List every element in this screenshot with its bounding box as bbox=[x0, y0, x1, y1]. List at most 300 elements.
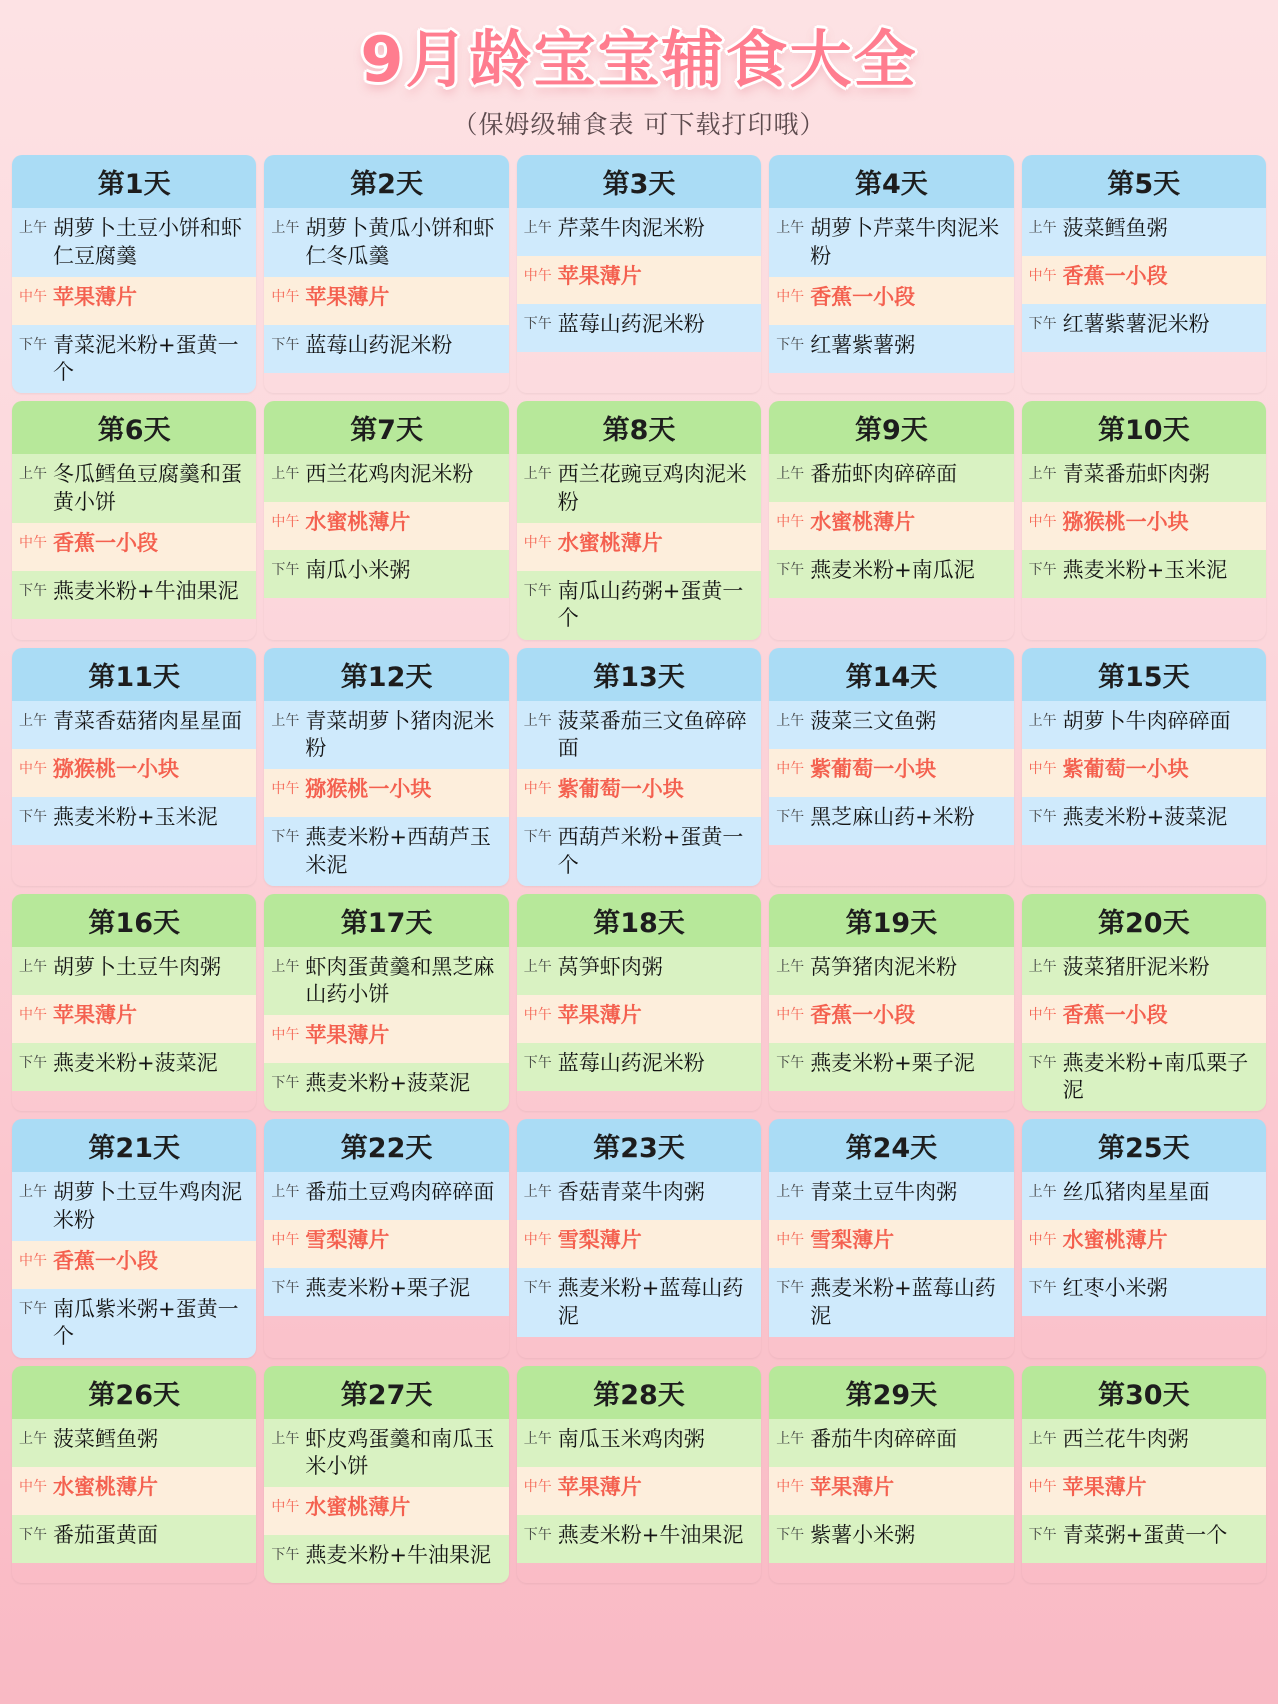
meal-noon bbox=[517, 256, 761, 304]
meal-morning-text: 胡萝卜土豆小饼和虾仁豆腐羹 bbox=[53, 216, 242, 268]
meal-noon-label: 中午 bbox=[1028, 1478, 1057, 1495]
meal-noon-text: 紫葡萄一小块 bbox=[810, 756, 937, 781]
meal-noon bbox=[1022, 749, 1266, 797]
meal-noon-text: 水蜜桃薄片 bbox=[1062, 1228, 1168, 1253]
day-card bbox=[12, 401, 256, 639]
meal-afternoon-label: 下午 bbox=[1028, 316, 1057, 333]
meal-morning bbox=[769, 208, 1013, 277]
meal-afternoon-text: 青菜粥+蛋黄一个 bbox=[1062, 1522, 1228, 1547]
meal-afternoon-text: 燕麦米粉+蓝莓山药泥 bbox=[810, 1276, 996, 1328]
meal-afternoon bbox=[264, 1063, 508, 1111]
day-card bbox=[517, 401, 761, 639]
meal-morning-text: 胡萝卜土豆牛肉粥 bbox=[53, 954, 221, 979]
meal-afternoon-text: 红枣小米粥 bbox=[1062, 1276, 1168, 1301]
day-card bbox=[1022, 894, 1266, 1112]
day-title: 第6天 bbox=[12, 401, 256, 454]
meal-noon-label: 中午 bbox=[1028, 514, 1057, 531]
meal-afternoon-text: 燕麦米粉+牛油果泥 bbox=[305, 1543, 491, 1568]
day-title: 第13天 bbox=[517, 648, 761, 701]
day-title: 第8天 bbox=[517, 401, 761, 454]
meal-morning bbox=[12, 1419, 256, 1467]
meal-noon-text: 苹果薄片 bbox=[557, 1002, 642, 1027]
meal-noon-label: 中午 bbox=[1028, 760, 1057, 777]
day-card bbox=[1022, 648, 1266, 886]
meal-afternoon-text: 南瓜紫米粥+蛋黄一个 bbox=[53, 1297, 239, 1349]
meal-afternoon-label: 下午 bbox=[19, 336, 47, 353]
meal-afternoon-label: 下午 bbox=[776, 808, 805, 825]
meal-noon bbox=[12, 1241, 256, 1289]
day-title: 第10天 bbox=[1022, 401, 1266, 454]
meal-afternoon bbox=[12, 1289, 256, 1358]
meal-afternoon-text: 燕麦米粉+菠菜泥 bbox=[305, 1071, 470, 1096]
day-card-grid bbox=[12, 151, 1266, 1583]
meal-afternoon-label: 下午 bbox=[19, 1526, 47, 1543]
meal-morning bbox=[769, 1172, 1013, 1220]
day-title: 第20天 bbox=[1022, 894, 1266, 947]
meal-morning-label: 上午 bbox=[523, 712, 552, 729]
day-card bbox=[264, 401, 508, 639]
meal-afternoon-text: 燕麦米粉+牛油果泥 bbox=[557, 1522, 744, 1547]
meal-afternoon-label: 下午 bbox=[776, 336, 805, 353]
day-title: 第29天 bbox=[769, 1366, 1013, 1419]
meal-morning-label: 上午 bbox=[19, 466, 47, 483]
meal-afternoon bbox=[264, 325, 508, 373]
meal-afternoon-label: 下午 bbox=[271, 562, 300, 579]
meal-noon-text: 水蜜桃薄片 bbox=[557, 531, 663, 556]
meal-afternoon-text: 燕麦米粉+南瓜泥 bbox=[810, 558, 975, 583]
day-card bbox=[769, 155, 1013, 393]
meal-morning-text: 胡萝卜黄瓜小饼和虾仁冬瓜羹 bbox=[305, 216, 495, 268]
meal-morning-label: 上午 bbox=[1028, 1184, 1057, 1201]
meal-noon bbox=[1022, 995, 1266, 1043]
day-title: 第14天 bbox=[769, 648, 1013, 701]
meal-noon-text: 苹果薄片 bbox=[53, 1002, 137, 1027]
day-title: 第12天 bbox=[264, 648, 508, 701]
meal-morning-text: 西兰花牛肉粥 bbox=[1062, 1426, 1189, 1451]
meal-morning-text: 菠菜猪肝泥米粉 bbox=[1062, 954, 1210, 979]
meal-noon-text: 雪梨薄片 bbox=[557, 1228, 642, 1253]
day-card bbox=[264, 1366, 508, 1584]
meal-afternoon-label: 下午 bbox=[271, 829, 300, 846]
day-card bbox=[264, 155, 508, 393]
meal-noon-label: 中午 bbox=[776, 288, 805, 305]
meal-morning-label: 上午 bbox=[271, 466, 300, 483]
meal-morning-label: 上午 bbox=[271, 1184, 300, 1201]
day-card bbox=[517, 1119, 761, 1357]
meal-afternoon bbox=[1022, 304, 1266, 352]
meal-noon bbox=[1022, 502, 1266, 550]
day-title: 第28天 bbox=[517, 1366, 761, 1419]
day-card bbox=[1022, 1119, 1266, 1357]
meal-afternoon-text: 燕麦米粉+西葫芦玉米泥 bbox=[305, 825, 491, 877]
meal-morning-label: 上午 bbox=[19, 1430, 47, 1447]
meal-morning-text: 香菇青菜牛肉粥 bbox=[557, 1180, 705, 1205]
meal-morning bbox=[264, 947, 508, 1016]
meal-noon-label: 中午 bbox=[19, 535, 47, 552]
meal-morning-label: 上午 bbox=[776, 958, 805, 975]
day-card bbox=[769, 1366, 1013, 1584]
meal-noon bbox=[769, 502, 1013, 550]
meal-morning-text: 菠菜三文鱼粥 bbox=[810, 708, 937, 733]
meal-noon bbox=[769, 277, 1013, 325]
meal-afternoon-label: 下午 bbox=[271, 1280, 300, 1297]
meal-morning bbox=[1022, 208, 1266, 256]
meal-morning-text: 青菜番茄虾肉粥 bbox=[1062, 462, 1210, 487]
meal-afternoon-text: 南瓜山药粥+蛋黄一个 bbox=[557, 579, 744, 631]
meal-afternoon-text: 蓝莓山药泥米粉 bbox=[305, 332, 453, 357]
meal-afternoon bbox=[769, 1268, 1013, 1337]
meal-afternoon-label: 下午 bbox=[19, 1301, 47, 1318]
meal-afternoon-text: 燕麦米粉+菠菜泥 bbox=[1062, 804, 1228, 829]
meal-morning-text: 番茄土豆鸡肉碎碎面 bbox=[305, 1180, 495, 1205]
day-card bbox=[12, 1366, 256, 1584]
day-card bbox=[12, 648, 256, 886]
meal-morning-text: 冬瓜鳕鱼豆腐羹和蛋黄小饼 bbox=[53, 462, 242, 514]
meal-afternoon bbox=[12, 797, 256, 845]
meal-morning bbox=[1022, 1172, 1266, 1220]
day-title: 第15天 bbox=[1022, 648, 1266, 701]
meal-afternoon-label: 下午 bbox=[19, 583, 47, 600]
meal-afternoon bbox=[12, 1515, 256, 1563]
meal-afternoon-text: 燕麦米粉+玉米泥 bbox=[53, 804, 218, 829]
meal-morning-label: 上午 bbox=[19, 712, 47, 729]
meal-noon-label: 中午 bbox=[523, 268, 552, 285]
meal-afternoon bbox=[1022, 550, 1266, 598]
meal-morning-label: 上午 bbox=[523, 1430, 552, 1447]
meal-noon bbox=[264, 769, 508, 817]
meal-morning-text: 丝瓜猪肉星星面 bbox=[1062, 1180, 1210, 1205]
meal-noon-label: 中午 bbox=[19, 1006, 47, 1023]
meal-morning-label: 上午 bbox=[19, 1184, 47, 1201]
meal-noon-text: 水蜜桃薄片 bbox=[53, 1474, 158, 1499]
meal-afternoon bbox=[517, 1043, 761, 1091]
day-card bbox=[517, 1366, 761, 1584]
meal-morning bbox=[769, 454, 1013, 502]
day-card bbox=[12, 894, 256, 1112]
meal-afternoon bbox=[769, 1515, 1013, 1563]
meal-morning-text: 菠菜鳕鱼粥 bbox=[53, 1426, 158, 1451]
meal-noon-text: 水蜜桃薄片 bbox=[305, 510, 411, 535]
meal-afternoon-text: 燕麦米粉+栗子泥 bbox=[305, 1276, 470, 1301]
meal-morning bbox=[264, 1419, 508, 1488]
meal-noon-label: 中午 bbox=[776, 1232, 805, 1249]
meal-afternoon-text: 红薯紫薯泥米粉 bbox=[1062, 312, 1210, 337]
meal-afternoon-label: 下午 bbox=[776, 562, 805, 579]
day-card bbox=[769, 1119, 1013, 1357]
meal-noon bbox=[769, 749, 1013, 797]
meal-noon-text: 苹果薄片 bbox=[305, 284, 390, 309]
meal-noon bbox=[517, 1220, 761, 1268]
page-title: 9月龄宝宝辅食大全 bbox=[360, 23, 918, 96]
day-title: 第1天 bbox=[12, 155, 256, 208]
meal-noon bbox=[264, 502, 508, 550]
meal-morning-label: 上午 bbox=[1028, 1430, 1057, 1447]
meal-afternoon-text: 燕麦米粉+南瓜栗子泥 bbox=[1062, 1050, 1249, 1103]
meal-afternoon-label: 下午 bbox=[776, 1280, 805, 1297]
meal-afternoon-label: 下午 bbox=[523, 829, 552, 846]
meal-noon-label: 中午 bbox=[19, 1253, 47, 1270]
day-card bbox=[12, 1119, 256, 1357]
meal-afternoon-text: 燕麦米粉+栗子泥 bbox=[810, 1050, 975, 1075]
meal-noon-text: 香蕉一小段 bbox=[1062, 264, 1168, 289]
meal-afternoon-text: 紫薯小米粥 bbox=[810, 1522, 916, 1547]
day-title: 第19天 bbox=[769, 894, 1013, 947]
meal-noon-label: 中午 bbox=[776, 514, 805, 531]
meal-morning-label: 上午 bbox=[523, 220, 552, 237]
meal-afternoon-label: 下午 bbox=[776, 1526, 805, 1543]
page-header bbox=[12, 10, 1266, 151]
day-title: 第30天 bbox=[1022, 1366, 1266, 1419]
meal-morning bbox=[1022, 947, 1266, 995]
meal-afternoon-label: 下午 bbox=[271, 1547, 300, 1564]
meal-morning-label: 上午 bbox=[776, 466, 805, 483]
meal-noon bbox=[1022, 1467, 1266, 1515]
meal-noon bbox=[517, 769, 761, 817]
meal-afternoon-label: 下午 bbox=[1028, 1054, 1057, 1071]
meal-morning bbox=[12, 947, 256, 995]
meal-morning-label: 上午 bbox=[523, 466, 552, 483]
meal-noon bbox=[12, 749, 256, 797]
day-card bbox=[1022, 155, 1266, 393]
meal-noon-label: 中午 bbox=[523, 1478, 552, 1495]
meal-noon-text: 苹果薄片 bbox=[1062, 1474, 1147, 1499]
meal-noon bbox=[1022, 256, 1266, 304]
meal-morning-text: 南瓜玉米鸡肉粥 bbox=[557, 1426, 705, 1451]
meal-afternoon bbox=[517, 1515, 761, 1563]
meal-morning-label: 上午 bbox=[271, 1430, 300, 1447]
meal-noon-text: 水蜜桃薄片 bbox=[305, 1495, 411, 1520]
meal-noon-label: 中午 bbox=[271, 514, 300, 531]
meal-morning-label: 上午 bbox=[271, 712, 300, 729]
meal-morning-label: 上午 bbox=[19, 220, 47, 237]
meal-morning bbox=[264, 701, 508, 770]
meal-morning-text: 虾肉蛋黄羹和黑芝麻山药小饼 bbox=[305, 954, 495, 1007]
meal-morning-text: 菠菜番茄三文鱼碎碎面 bbox=[557, 708, 747, 760]
meal-noon-label: 中午 bbox=[523, 1232, 552, 1249]
meal-afternoon-text: 蓝莓山药泥米粉 bbox=[557, 1050, 705, 1075]
meal-noon bbox=[264, 277, 508, 325]
meal-morning-text: 青菜香菇猪肉星星面 bbox=[53, 708, 242, 733]
meal-afternoon bbox=[264, 1535, 508, 1583]
day-title: 第9天 bbox=[769, 401, 1013, 454]
meal-afternoon-label: 下午 bbox=[776, 1054, 805, 1071]
day-title: 第5天 bbox=[1022, 155, 1266, 208]
meal-afternoon-label: 下午 bbox=[271, 336, 300, 353]
meal-morning bbox=[264, 1172, 508, 1220]
meal-noon-text: 香蕉一小段 bbox=[810, 1002, 916, 1027]
meal-noon bbox=[517, 523, 761, 571]
meal-afternoon bbox=[769, 797, 1013, 845]
meal-noon-label: 中午 bbox=[523, 535, 552, 552]
meal-afternoon-label: 下午 bbox=[523, 583, 552, 600]
meal-noon bbox=[1022, 1220, 1266, 1268]
meal-morning-text: 番茄牛肉碎碎面 bbox=[810, 1426, 958, 1451]
meal-afternoon-label: 下午 bbox=[1028, 1526, 1057, 1543]
meal-morning-text: 胡萝卜牛肉碎碎面 bbox=[1062, 708, 1231, 733]
meal-afternoon-text: 燕麦米粉+菠菜泥 bbox=[53, 1050, 218, 1075]
meal-afternoon-text: 燕麦米粉+牛油果泥 bbox=[53, 579, 239, 604]
day-title: 第11天 bbox=[12, 648, 256, 701]
day-card bbox=[1022, 1366, 1266, 1584]
meal-morning bbox=[517, 947, 761, 995]
meal-noon-text: 雪梨薄片 bbox=[810, 1228, 895, 1253]
meal-afternoon-label: 下午 bbox=[523, 1280, 552, 1297]
meal-afternoon bbox=[12, 1043, 256, 1091]
meal-noon-label: 中午 bbox=[523, 781, 552, 798]
meal-afternoon-text: 番茄蛋黄面 bbox=[53, 1522, 158, 1547]
meal-morning-text: 莴笋虾肉粥 bbox=[557, 954, 663, 979]
meal-morning-label: 上午 bbox=[776, 220, 805, 237]
meal-morning bbox=[517, 208, 761, 256]
meal-noon-text: 香蕉一小段 bbox=[53, 531, 158, 556]
meal-noon-text: 紫葡萄一小块 bbox=[1062, 756, 1189, 781]
day-title: 第21天 bbox=[12, 1119, 256, 1172]
meal-noon-label: 中午 bbox=[271, 781, 300, 798]
meal-morning-label: 上午 bbox=[19, 958, 47, 975]
meal-morning-text: 番茄虾肉碎碎面 bbox=[810, 462, 958, 487]
meal-noon-text: 香蕉一小段 bbox=[810, 284, 916, 309]
meal-morning-label: 上午 bbox=[776, 1184, 805, 1201]
day-card bbox=[769, 401, 1013, 639]
meal-afternoon-text: 蓝莓山药泥米粉 bbox=[557, 312, 705, 337]
page-subtitle: （保姆级辅食表 可下载打印哦） bbox=[452, 110, 826, 140]
day-title: 第22天 bbox=[264, 1119, 508, 1172]
meal-afternoon bbox=[12, 571, 256, 619]
meal-morning-text: 芹菜牛肉泥米粉 bbox=[557, 216, 705, 241]
meal-noon bbox=[12, 1467, 256, 1515]
day-title: 第23天 bbox=[517, 1119, 761, 1172]
meal-afternoon-text: 南瓜小米粥 bbox=[305, 558, 411, 583]
meal-afternoon-text: 燕麦米粉+玉米泥 bbox=[1062, 558, 1228, 583]
meal-noon bbox=[264, 1220, 508, 1268]
meal-afternoon bbox=[769, 325, 1013, 373]
meal-noon bbox=[12, 995, 256, 1043]
meal-noon-label: 中午 bbox=[1028, 1232, 1057, 1249]
meal-noon-text: 水蜜桃薄片 bbox=[810, 510, 916, 535]
meal-noon bbox=[12, 277, 256, 325]
meal-noon bbox=[769, 995, 1013, 1043]
meal-afternoon-text: 黑芝麻山药+米粉 bbox=[810, 804, 975, 829]
meal-afternoon-label: 下午 bbox=[19, 1054, 47, 1071]
meal-morning-text: 胡萝卜芹菜牛肉泥米粉 bbox=[810, 216, 1000, 268]
meal-noon-label: 中午 bbox=[271, 1499, 300, 1516]
meal-afternoon-text: 红薯紫薯粥 bbox=[810, 332, 916, 357]
meal-noon bbox=[517, 995, 761, 1043]
meal-afternoon-label: 下午 bbox=[271, 1075, 300, 1092]
meal-morning bbox=[769, 947, 1013, 995]
day-card bbox=[264, 894, 508, 1112]
meal-morning-label: 上午 bbox=[523, 1184, 552, 1201]
meal-morning bbox=[769, 1419, 1013, 1467]
meal-morning-text: 西兰花鸡肉泥米粉 bbox=[305, 462, 474, 487]
meal-afternoon-label: 下午 bbox=[523, 1054, 552, 1071]
meal-noon-text: 苹果薄片 bbox=[557, 264, 642, 289]
day-title: 第3天 bbox=[517, 155, 761, 208]
meal-morning bbox=[517, 454, 761, 523]
meal-afternoon bbox=[1022, 1043, 1266, 1112]
day-card bbox=[769, 894, 1013, 1112]
meal-morning-text: 莴笋猪肉泥米粉 bbox=[810, 954, 958, 979]
meal-morning-label: 上午 bbox=[271, 958, 300, 975]
meal-noon-label: 中午 bbox=[271, 1232, 300, 1249]
meal-noon bbox=[769, 1220, 1013, 1268]
day-title: 第26天 bbox=[12, 1366, 256, 1419]
meal-afternoon-text: 青菜泥米粉+蛋黄一个 bbox=[53, 332, 239, 385]
meal-morning bbox=[769, 701, 1013, 749]
meal-morning bbox=[12, 1172, 256, 1241]
meal-morning-label: 上午 bbox=[271, 220, 300, 237]
meal-morning-text: 青菜胡萝卜猪肉泥米粉 bbox=[305, 708, 495, 760]
meal-noon-label: 中午 bbox=[1028, 1006, 1057, 1023]
day-card bbox=[517, 894, 761, 1112]
meal-noon-text: 苹果薄片 bbox=[557, 1474, 642, 1499]
day-title: 第4天 bbox=[769, 155, 1013, 208]
meal-noon-text: 猕猴桃一小块 bbox=[1062, 510, 1189, 535]
day-card bbox=[517, 648, 761, 886]
meal-noon-text: 猕猴桃一小块 bbox=[53, 756, 179, 781]
day-title: 第2天 bbox=[264, 155, 508, 208]
meal-afternoon-label: 下午 bbox=[523, 316, 552, 333]
meal-morning bbox=[517, 1172, 761, 1220]
meal-afternoon bbox=[769, 550, 1013, 598]
meal-noon-label: 中午 bbox=[19, 760, 47, 777]
meal-noon-text: 苹果薄片 bbox=[810, 1474, 895, 1499]
meal-noon bbox=[769, 1467, 1013, 1515]
meal-afternoon-label: 下午 bbox=[19, 808, 47, 825]
meal-morning bbox=[1022, 1419, 1266, 1467]
meal-noon bbox=[264, 1487, 508, 1535]
meal-morning-label: 上午 bbox=[1028, 220, 1057, 237]
meal-morning bbox=[517, 701, 761, 770]
day-title: 第18天 bbox=[517, 894, 761, 947]
meal-afternoon-label: 下午 bbox=[523, 1526, 552, 1543]
day-card bbox=[517, 155, 761, 393]
meal-afternoon-label: 下午 bbox=[1028, 808, 1057, 825]
meal-afternoon bbox=[264, 1268, 508, 1316]
meal-noon bbox=[12, 523, 256, 571]
meal-afternoon bbox=[517, 817, 761, 886]
meal-noon-text: 苹果薄片 bbox=[53, 284, 137, 309]
meal-noon-label: 中午 bbox=[523, 1006, 552, 1023]
meal-morning bbox=[12, 701, 256, 749]
meal-noon-text: 紫葡萄一小块 bbox=[557, 777, 684, 802]
day-card bbox=[264, 648, 508, 886]
meal-noon-label: 中午 bbox=[776, 1478, 805, 1495]
meal-morning-label: 上午 bbox=[1028, 958, 1057, 975]
meal-morning bbox=[264, 454, 508, 502]
meal-afternoon bbox=[517, 571, 761, 640]
meal-afternoon-text: 西葫芦米粉+蛋黄一个 bbox=[557, 825, 744, 877]
meal-noon-text: 猕猴桃一小块 bbox=[305, 777, 432, 802]
meal-morning-label: 上午 bbox=[1028, 466, 1057, 483]
meal-morning bbox=[264, 208, 508, 277]
meal-noon-label: 中午 bbox=[1028, 268, 1057, 285]
day-card bbox=[769, 648, 1013, 886]
meal-afternoon-text: 燕麦米粉+蓝莓山药泥 bbox=[557, 1276, 744, 1328]
day-title: 第16天 bbox=[12, 894, 256, 947]
meal-afternoon bbox=[12, 325, 256, 394]
meal-noon-text: 香蕉一小段 bbox=[1062, 1002, 1168, 1027]
meal-noon-text: 苹果薄片 bbox=[305, 1023, 390, 1048]
meal-afternoon bbox=[769, 1043, 1013, 1091]
meal-afternoon bbox=[1022, 1268, 1266, 1316]
meal-noon-text: 雪梨薄片 bbox=[305, 1228, 390, 1253]
meal-afternoon-label: 下午 bbox=[1028, 562, 1057, 579]
day-card bbox=[1022, 401, 1266, 639]
meal-morning bbox=[12, 454, 256, 523]
meal-noon-label: 中午 bbox=[271, 1027, 300, 1044]
meal-morning-text: 胡萝卜土豆牛鸡肉泥米粉 bbox=[53, 1180, 242, 1232]
